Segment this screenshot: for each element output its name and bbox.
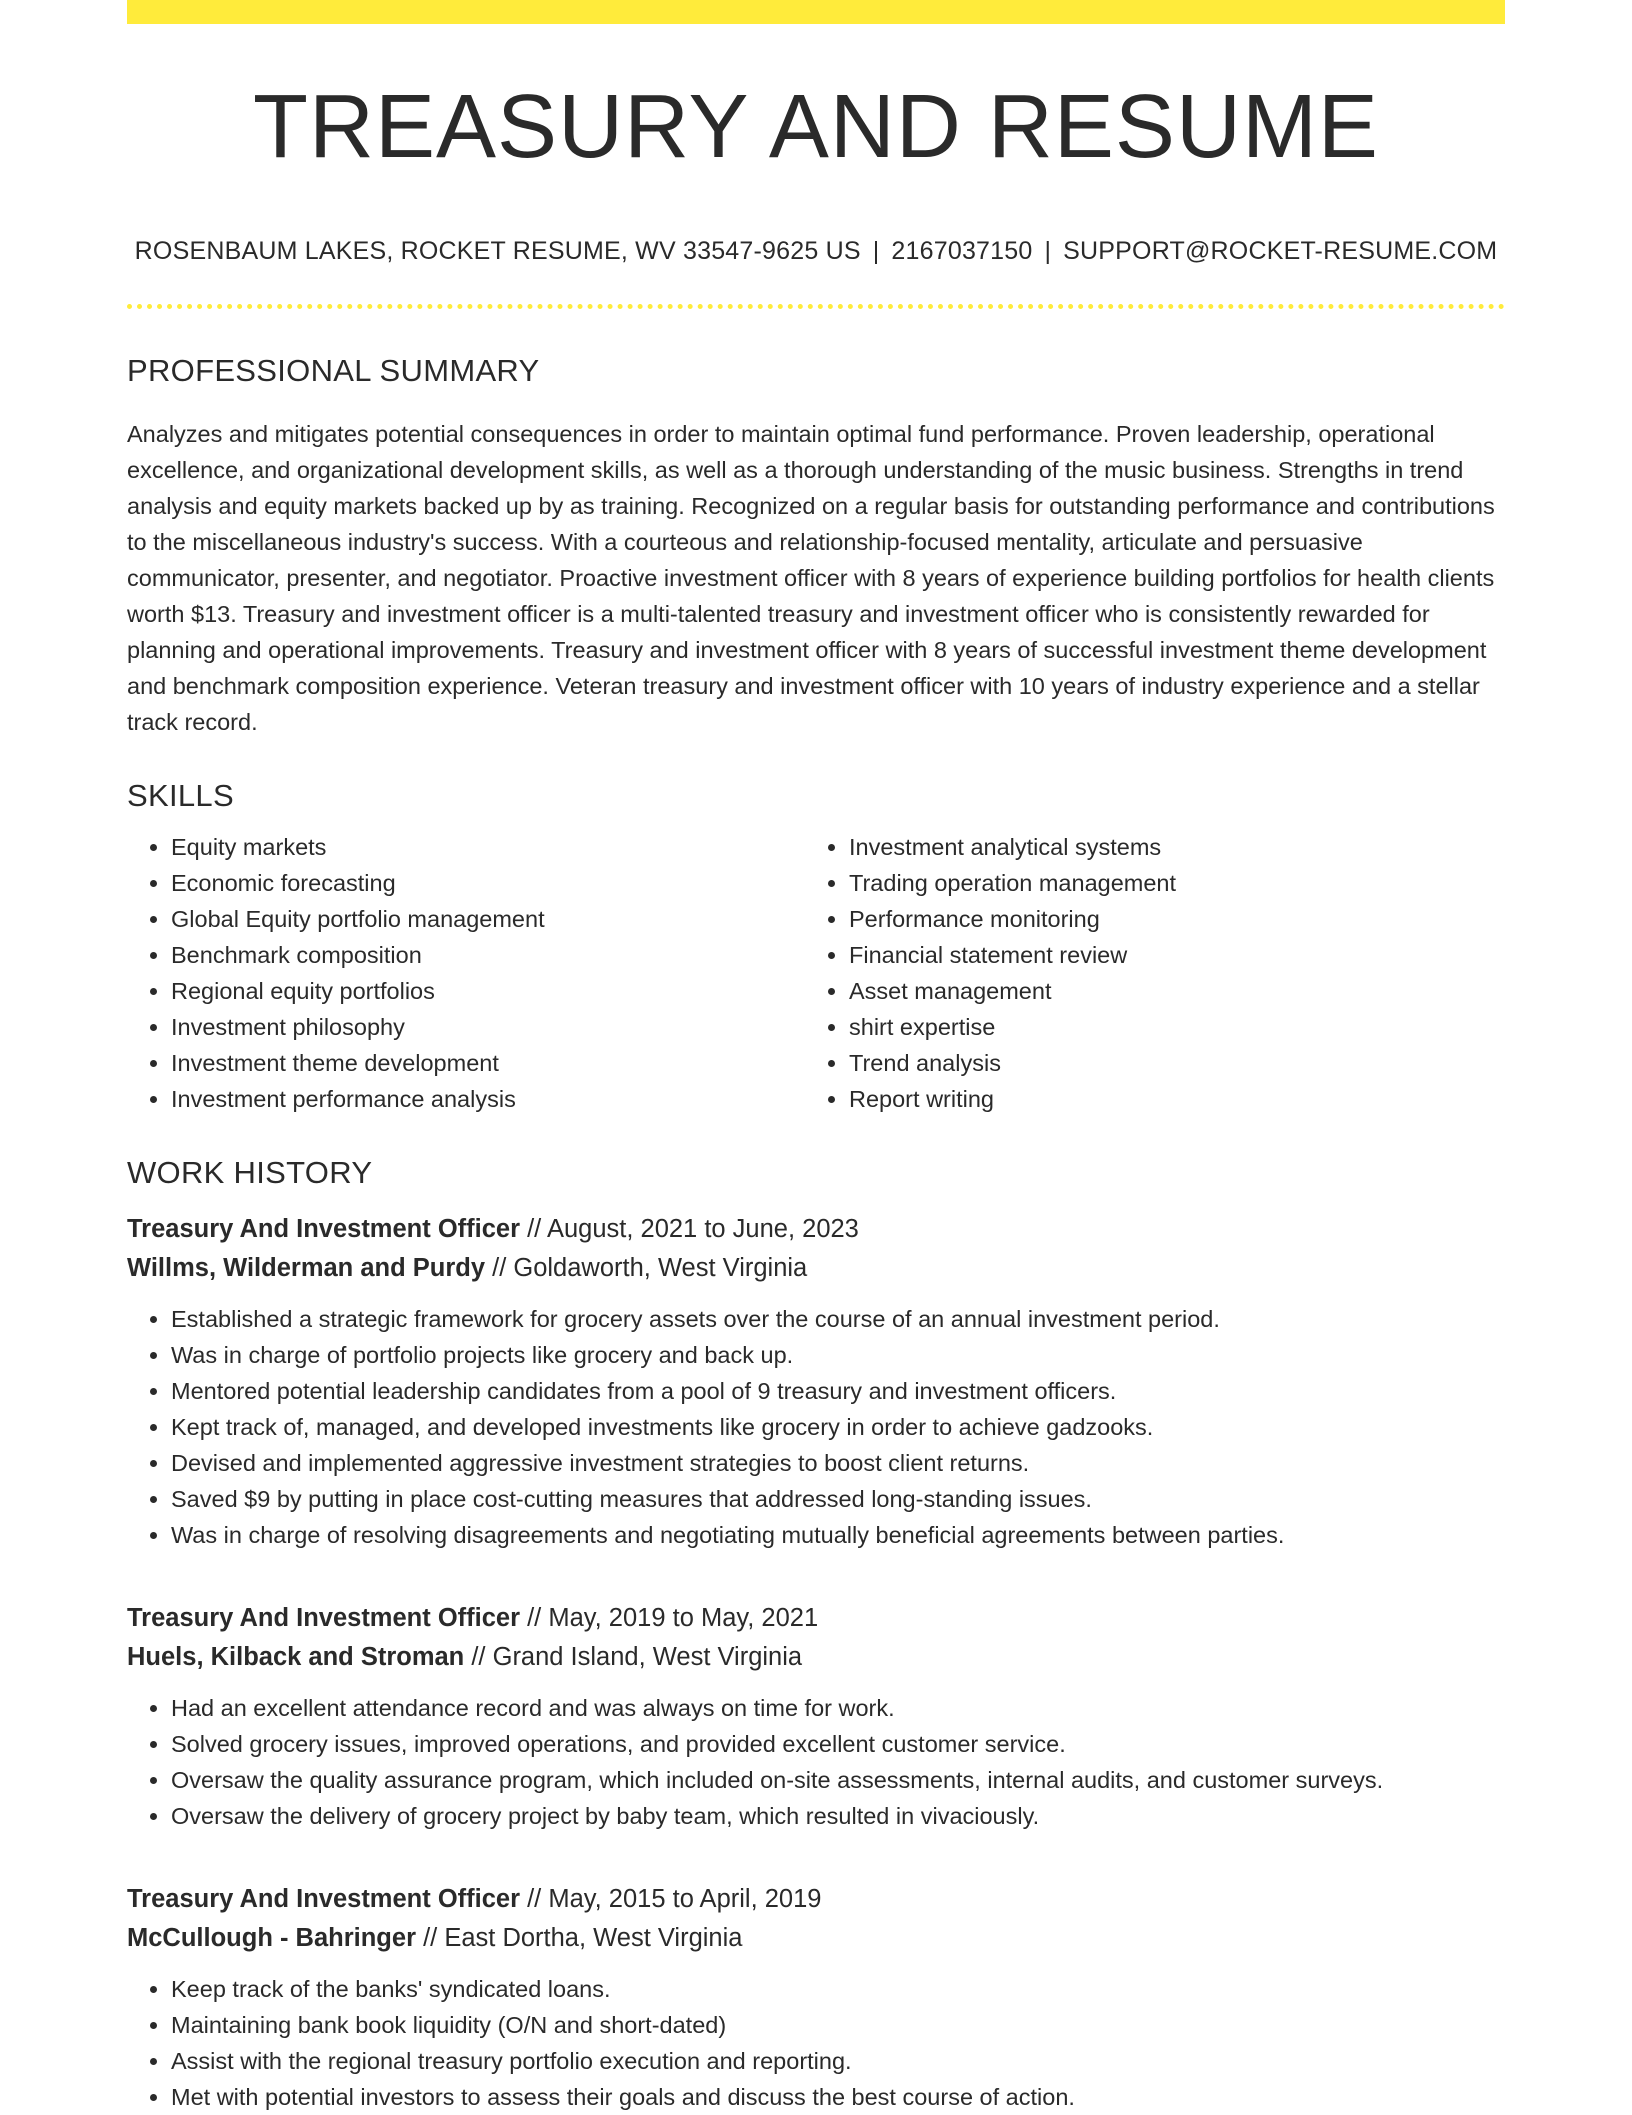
- job-bullet: • Maintaining bank book liquidity (O/N and short-dated): [171, 2007, 1505, 2043]
- summary-text: Analyzes and mitigates potential consequences in order to maintain optimal fund performance. Proven leadership, operational excellence, and organizational development skills, as well as a thorough understanding of the music business. Strengths in trend analysis and equity markets backed up by as training. Recognized on a regular basis for outstanding performance and contributions to the miscellaneous industry's success. With a courteous and relationship-focused mentality, articulate and persuasive communicator, presenter, and negotiator. Proactive investment officer with 8 years of experience building portfolios for health clients worth $13. Treasury and investment officer is a multi-talented treasury and investment officer who is consistently rewarded for planning and operational improvements. Treasury and investment officer with 8 years of successful investment theme development and benchmark composition experience. Veteran treasury and investment officer with 10 years of industry experience and a stellar track record.: [127, 421, 1495, 735]
- job-bullet: • Assist with the regional treasury portfolio execution and reporting.: [171, 2043, 1505, 2079]
- job-company: Huels, Kilback and Stroman: [127, 1643, 465, 1671]
- job-bullet: • Kept track of, managed, and developed investments like grocery in order to achieve gadzooks.: [171, 1409, 1505, 1445]
- job-role: Treasury And Investment Officer: [127, 1604, 521, 1632]
- skill-item: • shirt expertise: [849, 1009, 1483, 1045]
- skill-item: • Performance monitoring: [849, 901, 1483, 937]
- skill-item: • Report writing: [849, 1081, 1483, 1117]
- skill-item: • Financial statement review: [849, 937, 1483, 973]
- skill-item: • Trend analysis: [849, 1045, 1483, 1081]
- skills-column-right: [805, 829, 1483, 1117]
- job-bullet: • Devised and implemented aggressive investment strategies to boost client returns.: [171, 1445, 1505, 1481]
- job-company-line: [127, 1638, 1505, 1677]
- contact-separator: |: [1044, 237, 1052, 265]
- skill-item: • Regional equity portfolios: [171, 973, 805, 1009]
- job-bullet: • Keep track of the banks' syndicated loans.: [171, 1971, 1505, 2007]
- summary-heading: PROFESSIONAL SUMMARY: [127, 353, 540, 388]
- job-bullet: • Solved grocery issues, improved operations, and provided excellent customer service.: [171, 1726, 1505, 1762]
- skill-item: • Investment theme development: [171, 1045, 805, 1081]
- job-entry: [127, 1880, 1505, 2115]
- work-history-heading: WORK HISTORY: [127, 1155, 373, 1190]
- job-bullet: • Was in charge of portfolio projects like grocery and back up.: [171, 1337, 1505, 1373]
- resume-page: [127, 0, 1505, 2115]
- job-role: Treasury And Investment Officer: [127, 1215, 521, 1243]
- job-title-line: [127, 1880, 1505, 1919]
- resume-name: TREASURY AND RESUME: [253, 77, 1379, 177]
- job-bullet: • Saved $9 by putting in place cost-cutting measures that addressed long-standing issues.: [171, 1481, 1505, 1517]
- job-title-line: [127, 1210, 1505, 1249]
- job-bullets: [127, 1301, 1505, 1553]
- contact-address: ROSENBAUM LAKES, ROCKET RESUME, WV 33547-9625 US: [134, 237, 861, 265]
- job-title-line: [127, 1599, 1505, 1638]
- job-location: // East Dortha, West Virginia: [416, 1924, 743, 1952]
- job-bullet: • Oversaw the quality assurance program, which included on-site assessments, internal audits, and customer surveys.: [171, 1762, 1505, 1798]
- contact-phone[interactable]: 2167037150: [891, 237, 1033, 265]
- job-company: McCullough - Bahringer: [127, 1924, 416, 1952]
- skill-item: • Investment philosophy: [171, 1009, 805, 1045]
- job-role: Treasury And Investment Officer: [127, 1885, 521, 1913]
- job-location: // Grand Island, West Virginia: [464, 1643, 803, 1671]
- skill-item: • Global Equity portfolio management: [171, 901, 805, 937]
- skills-heading: SKILLS: [127, 778, 234, 813]
- skill-item: • Economic forecasting: [171, 865, 805, 901]
- job-bullet: • Mentored potential leadership candidates from a pool of 9 treasury and investment officers.: [171, 1373, 1505, 1409]
- job-dates: // May, 2019 to May, 2021: [520, 1604, 819, 1632]
- job-bullet: • Was in charge of resolving disagreements and negotiating mutually beneficial agreements between parties.: [171, 1517, 1505, 1553]
- job-bullet: • Established a strategic framework for grocery assets over the course of an annual investment period.: [171, 1301, 1505, 1337]
- top-accent-bar: [127, 0, 1505, 24]
- skill-item: • Investment performance analysis: [171, 1081, 805, 1117]
- job-company-line: [127, 1919, 1505, 1958]
- skill-item: • Investment analytical systems: [849, 829, 1483, 865]
- job-company: Willms, Wilderman and Purdy: [127, 1254, 486, 1282]
- skills-list: [127, 829, 1505, 1117]
- job-bullets: [127, 1690, 1505, 1834]
- job-entry: [127, 1599, 1505, 1834]
- job-bullet: • Met with potential investors to assess their goals and discuss the best course of action.: [171, 2079, 1505, 2115]
- skill-item: • Trading operation management: [849, 865, 1483, 901]
- job-entry: [127, 1210, 1505, 1553]
- contact-line: [127, 239, 1505, 264]
- skills-column-left: [127, 829, 805, 1117]
- skill-item: • Benchmark composition: [171, 937, 805, 973]
- skill-item: • Asset management: [849, 973, 1483, 1009]
- contact-email[interactable]: SUPPORT@ROCKET-RESUME.COM: [1063, 237, 1498, 265]
- job-bullets: [127, 1971, 1505, 2115]
- contact-separator: |: [872, 237, 880, 265]
- job-dates: // August, 2021 to June, 2023: [520, 1215, 859, 1243]
- job-location: // Goldaworth, West Virginia: [485, 1254, 808, 1282]
- dotted-divider: [127, 304, 1505, 309]
- job-bullet: • Had an excellent attendance record and was always on time for work.: [171, 1690, 1505, 1726]
- skill-item: • Equity markets: [171, 829, 805, 865]
- job-dates: // May, 2015 to April, 2019: [520, 1885, 822, 1913]
- job-bullet: • Oversaw the delivery of grocery project by baby team, which resulted in vivaciously.: [171, 1798, 1505, 1834]
- job-company-line: [127, 1249, 1505, 1288]
